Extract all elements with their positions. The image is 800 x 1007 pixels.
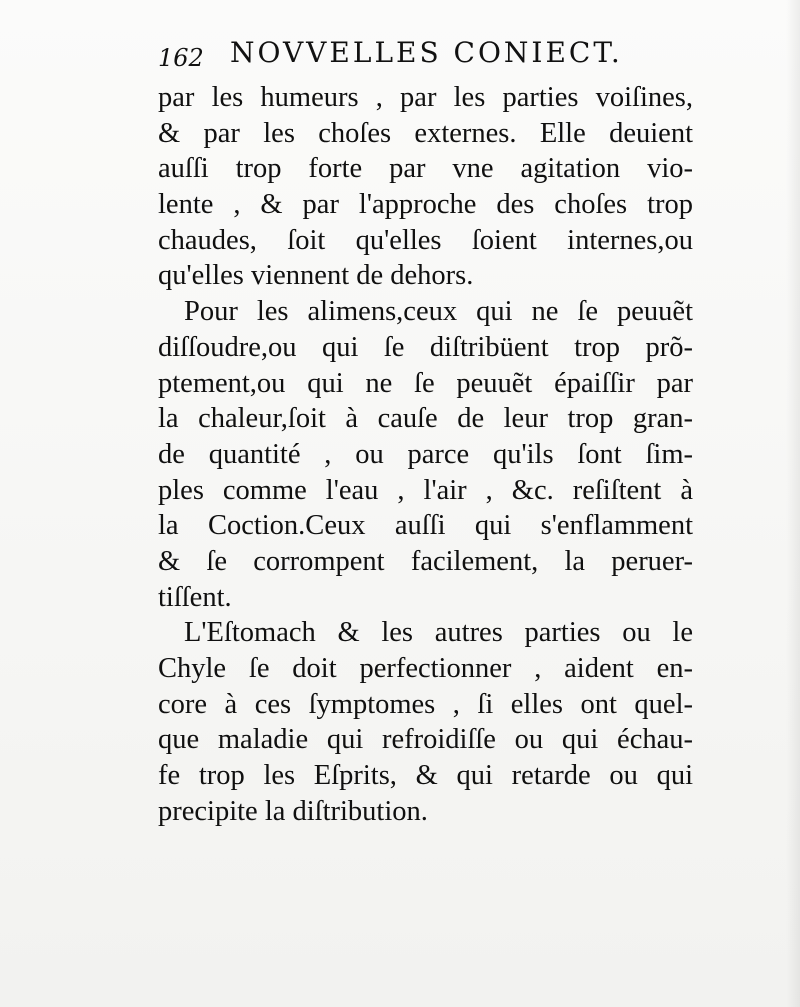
page-edge-shadow: [786, 0, 800, 1007]
text-line: ples comme l'eau , l'air , &c. reſiſtent à: [158, 474, 693, 506]
text-line: core à ces ſymptomes , ſi elles ont quel-: [158, 688, 693, 720]
text-line: fe trop les Eſprits, & qui retarde ou qui: [158, 760, 693, 792]
text-line: & par les choſes externes. Elle deuient: [158, 117, 693, 149]
paragraph-start-line: Pour les alimens,ceux qui ne ſe peuuẽt: [184, 296, 693, 328]
text-line: lente , & par l'approche des choſes trop: [158, 189, 693, 221]
paragraph-start-line: L'Eſtomach & les autres parties ou le: [184, 617, 693, 649]
page-number: 162: [158, 44, 204, 72]
running-head: [158, 34, 678, 74]
text-line: tiſſent.: [158, 581, 232, 613]
text-line: precipite la diſtribution.: [158, 795, 428, 827]
text-line: auſſi trop forte par vne agitation vio-: [158, 153, 693, 185]
text-line: la Coction.Ceux auſſi qui s'enflamment: [158, 510, 693, 542]
running-title: NOVVELLES CONIECT.: [230, 36, 623, 69]
text-line: diſſoudre,ou qui ſe diſtribüent trop prõ-: [158, 331, 693, 363]
text-line: qu'elles viennent de dehors.: [158, 260, 474, 292]
text-line: par les humeurs , par les parties voiſines,: [158, 82, 693, 113]
text-line: que maladie qui refroidiſſe ou qui échau-: [158, 724, 693, 756]
text-line: de quantité , ou parce qu'ils ſont ſim-: [158, 438, 693, 470]
text-line: ptement,ou qui ne ſe peuuẽt épaiſſir par: [158, 367, 693, 399]
text-line: & ſe corrompent facilement, la peruer-: [158, 545, 693, 577]
text-line: la chaleur,ſoit à cauſe de leur trop gran-: [158, 403, 693, 435]
body-text: [158, 80, 693, 829]
text-line: chaudes, ſoit qu'elles ſoient internes,ou: [158, 224, 693, 256]
text-line: Chyle ſe doit perfectionner , aident en-: [158, 653, 693, 684]
